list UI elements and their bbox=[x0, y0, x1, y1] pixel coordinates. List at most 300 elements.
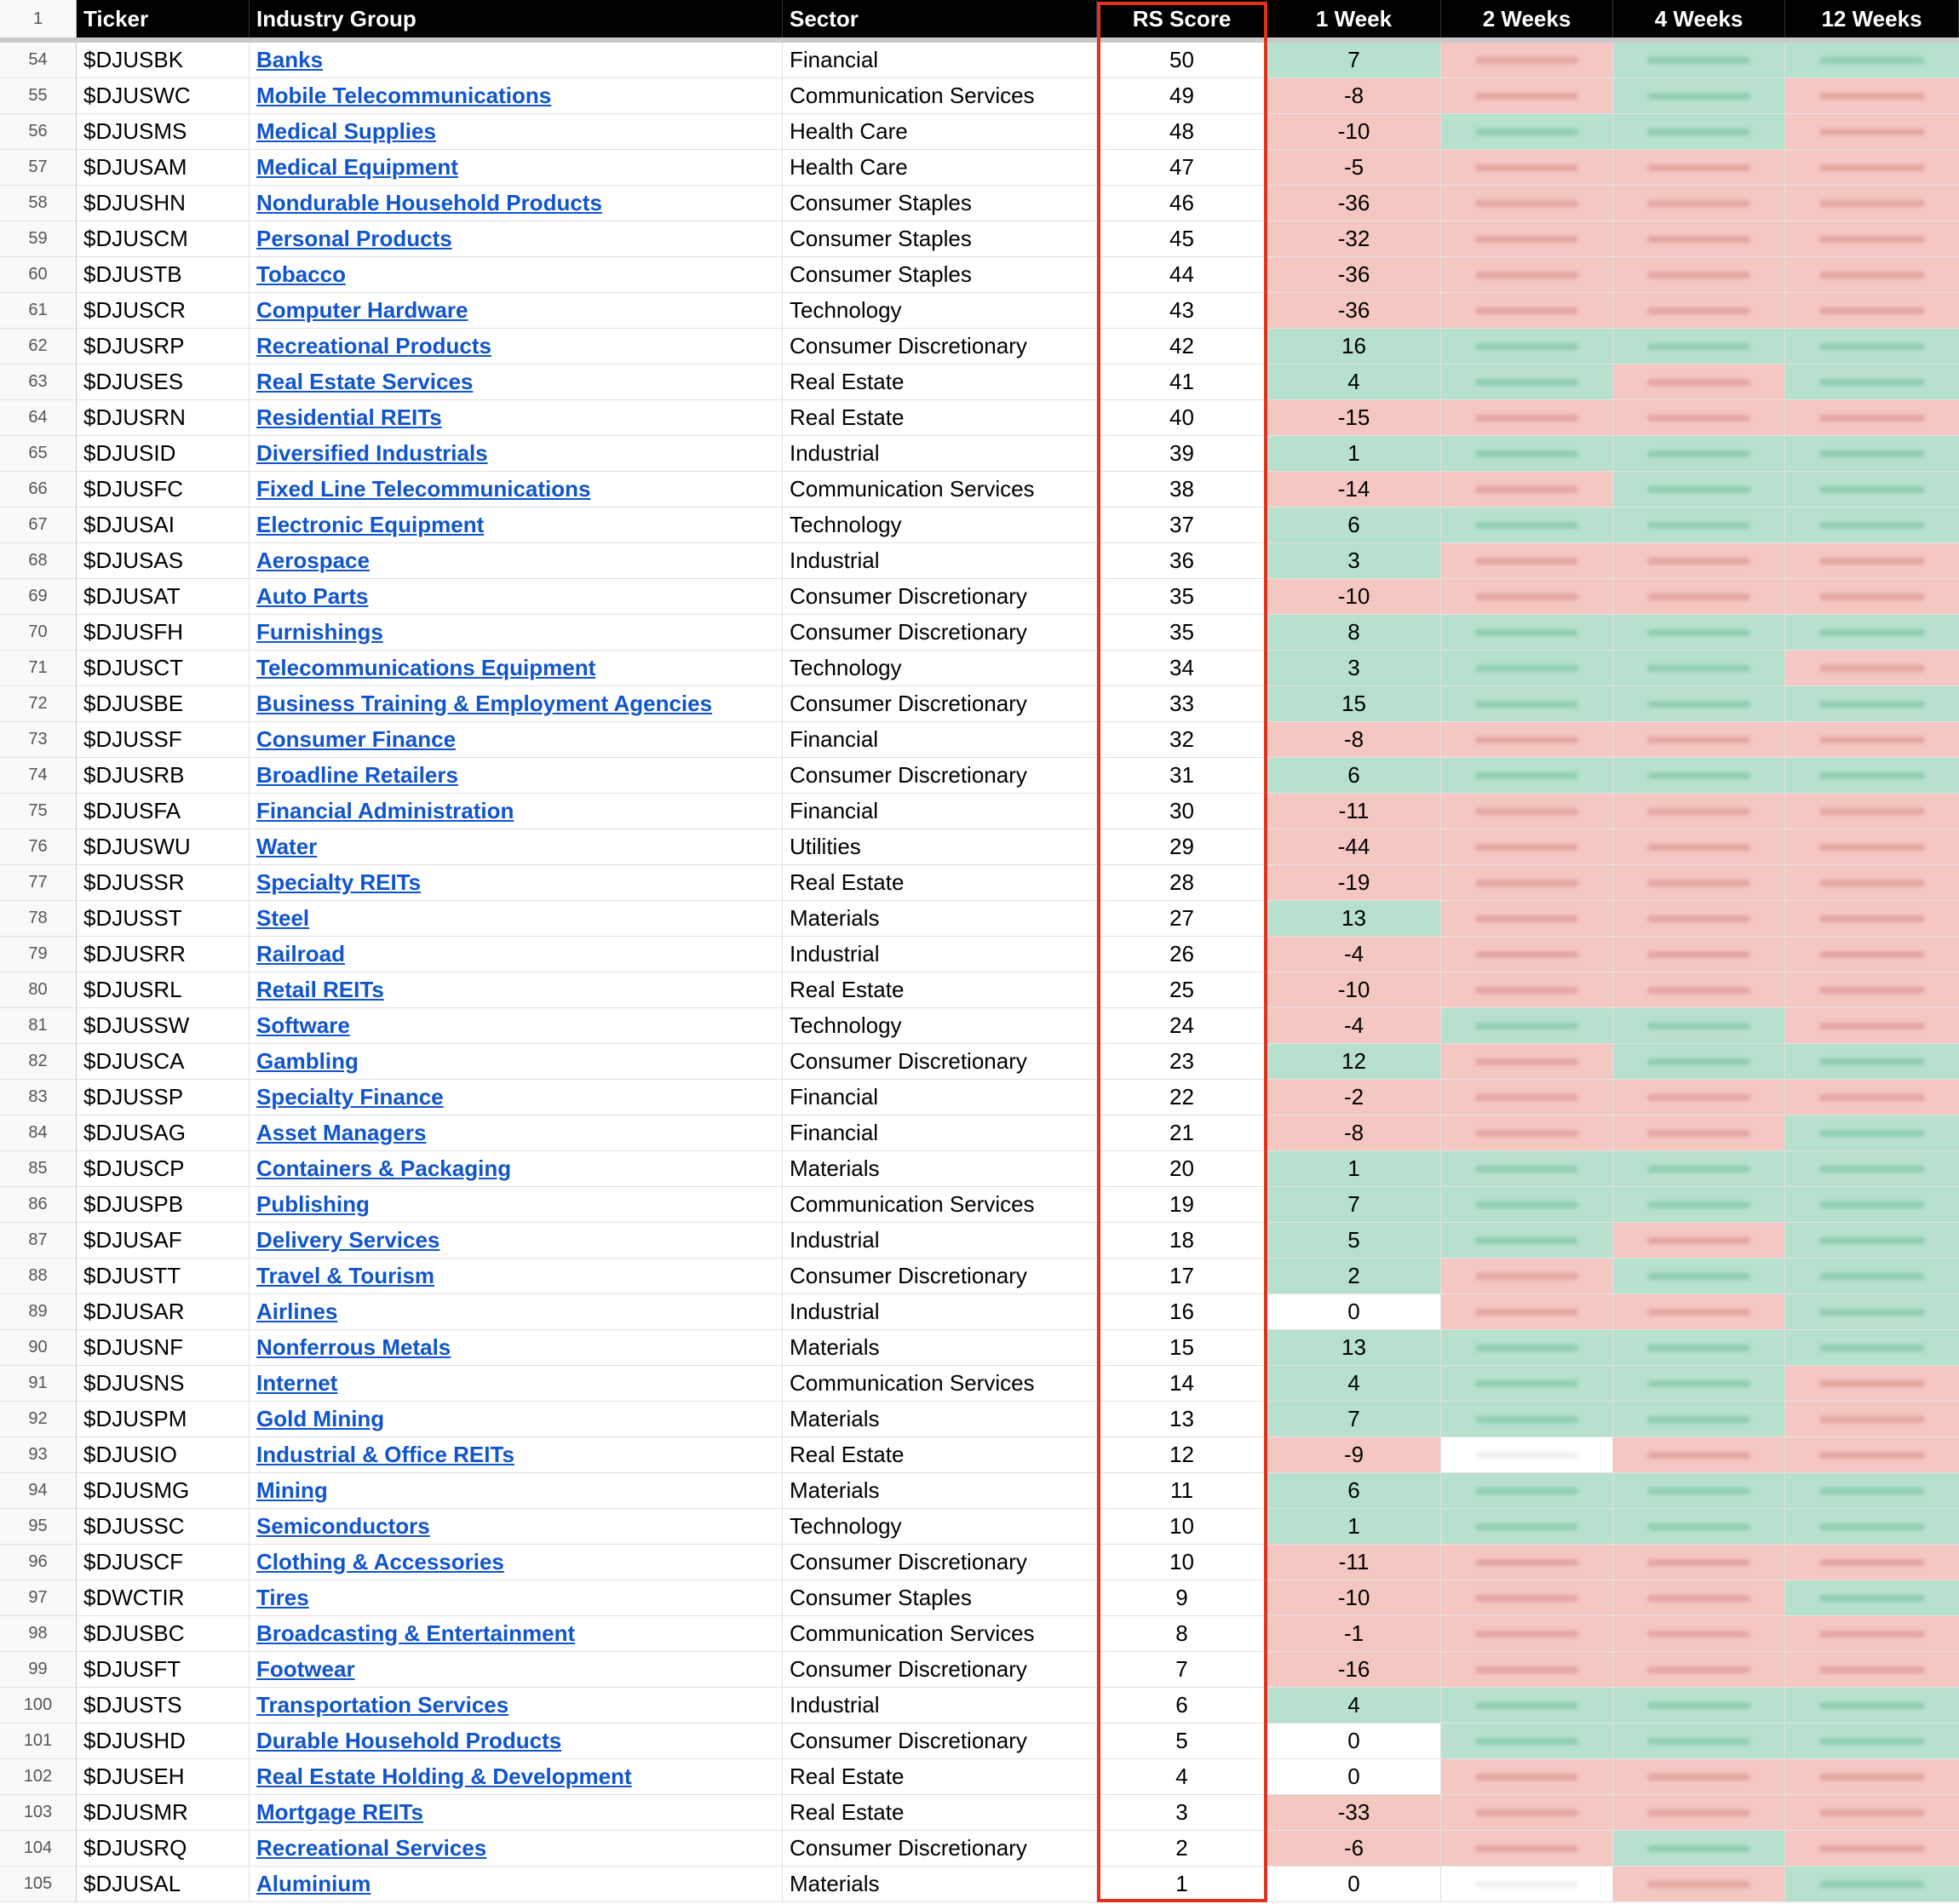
sector-cell[interactable]: Consumer Discretionary bbox=[783, 686, 1097, 722]
rs-score-cell[interactable]: 24 bbox=[1097, 1008, 1267, 1044]
two-weeks-cell[interactable] bbox=[1441, 1580, 1613, 1616]
sector-cell[interactable]: Health Care bbox=[783, 150, 1097, 186]
row-number[interactable]: 100 bbox=[0, 1688, 77, 1723]
four-weeks-cell[interactable] bbox=[1613, 1294, 1785, 1330]
one-week-cell[interactable]: 12 bbox=[1267, 1044, 1441, 1080]
industry-group-link[interactable]: Residential REITs bbox=[256, 404, 442, 430]
four-weeks-cell[interactable] bbox=[1613, 1759, 1785, 1795]
industry-group-link[interactable]: Real Estate Services bbox=[256, 369, 474, 394]
ticker-cell[interactable]: $DWCTIR bbox=[77, 1580, 250, 1616]
sector-cell[interactable]: Health Care bbox=[783, 114, 1097, 150]
industry-group-cell[interactable] bbox=[250, 257, 783, 293]
two-weeks-cell[interactable] bbox=[1441, 758, 1613, 794]
one-week-cell[interactable]: -36 bbox=[1267, 257, 1441, 293]
sector-cell[interactable]: Technology bbox=[783, 651, 1097, 686]
two-weeks-cell[interactable] bbox=[1441, 43, 1613, 78]
row-number[interactable]: 77 bbox=[0, 865, 77, 901]
twelve-weeks-cell[interactable] bbox=[1785, 1187, 1959, 1223]
rs-score-cell[interactable]: 45 bbox=[1097, 221, 1267, 257]
industry-group-cell[interactable] bbox=[250, 1509, 783, 1545]
industry-group-link[interactable]: Banks bbox=[256, 47, 324, 72]
col-header-1-week[interactable]: 1 Week bbox=[1267, 0, 1441, 37]
row-number[interactable]: 80 bbox=[0, 972, 77, 1008]
industry-group-link[interactable]: Water bbox=[256, 834, 318, 859]
four-weeks-cell[interactable] bbox=[1613, 1080, 1785, 1115]
ticker-cell[interactable]: $DJUSFT bbox=[77, 1652, 250, 1688]
two-weeks-cell[interactable] bbox=[1441, 1044, 1613, 1080]
industry-group-cell[interactable] bbox=[250, 758, 783, 794]
ticker-cell[interactable]: $DJUSRN bbox=[77, 400, 250, 436]
four-weeks-cell[interactable] bbox=[1613, 543, 1785, 579]
industry-group-cell[interactable] bbox=[250, 1580, 783, 1616]
rs-score-cell[interactable]: 35 bbox=[1097, 579, 1267, 615]
one-week-cell[interactable]: -4 bbox=[1267, 1008, 1441, 1044]
ticker-cell[interactable]: $DJUSCA bbox=[77, 1044, 250, 1080]
twelve-weeks-cell[interactable] bbox=[1785, 1688, 1959, 1723]
ticker-cell[interactable]: $DJUSNS bbox=[77, 1366, 250, 1402]
rs-score-cell[interactable]: 14 bbox=[1097, 1366, 1267, 1402]
ticker-cell[interactable]: $DJUSCP bbox=[77, 1151, 250, 1187]
col-header-4-weeks[interactable]: 4 Weeks bbox=[1613, 0, 1785, 37]
ticker-cell[interactable]: $DJUSID bbox=[77, 436, 250, 472]
sector-cell[interactable]: Materials bbox=[783, 1330, 1097, 1366]
ticker-cell[interactable]: $DJUSTS bbox=[77, 1688, 250, 1723]
industry-group-cell[interactable] bbox=[250, 1437, 783, 1473]
two-weeks-cell[interactable] bbox=[1441, 221, 1613, 257]
rs-score-cell[interactable]: 26 bbox=[1097, 937, 1267, 972]
rs-score-cell[interactable]: 44 bbox=[1097, 257, 1267, 293]
one-week-cell[interactable]: -10 bbox=[1267, 1580, 1441, 1616]
two-weeks-cell[interactable] bbox=[1441, 651, 1613, 686]
row-number[interactable]: 93 bbox=[0, 1437, 77, 1473]
sector-cell[interactable]: Real Estate bbox=[783, 1795, 1097, 1831]
rs-score-cell[interactable]: 10 bbox=[1097, 1509, 1267, 1545]
sector-cell[interactable]: Technology bbox=[783, 1509, 1097, 1545]
rs-score-cell[interactable]: 19 bbox=[1097, 1187, 1267, 1223]
two-weeks-cell[interactable] bbox=[1441, 972, 1613, 1008]
ticker-cell[interactable]: $DJUSCR bbox=[77, 293, 250, 329]
rs-score-cell[interactable]: 43 bbox=[1097, 293, 1267, 329]
four-weeks-cell[interactable] bbox=[1613, 400, 1785, 436]
rs-score-cell[interactable]: 4 bbox=[1097, 1759, 1267, 1795]
row-number[interactable]: 102 bbox=[0, 1759, 77, 1795]
industry-group-cell[interactable] bbox=[250, 1044, 783, 1080]
row-number[interactable]: 101 bbox=[0, 1723, 77, 1759]
four-weeks-cell[interactable] bbox=[1613, 1437, 1785, 1473]
two-weeks-cell[interactable] bbox=[1441, 400, 1613, 436]
one-week-cell[interactable]: 3 bbox=[1267, 543, 1441, 579]
industry-group-cell[interactable] bbox=[250, 329, 783, 364]
two-weeks-cell[interactable] bbox=[1441, 1223, 1613, 1259]
industry-group-cell[interactable] bbox=[250, 579, 783, 615]
ticker-cell[interactable]: $DJUSAM bbox=[77, 150, 250, 186]
four-weeks-cell[interactable] bbox=[1613, 1509, 1785, 1545]
row-number[interactable]: 87 bbox=[0, 1223, 77, 1259]
row-number[interactable]: 103 bbox=[0, 1795, 77, 1831]
four-weeks-cell[interactable] bbox=[1613, 1473, 1785, 1509]
twelve-weeks-cell[interactable] bbox=[1785, 1223, 1959, 1259]
twelve-weeks-cell[interactable] bbox=[1785, 1402, 1959, 1437]
twelve-weeks-cell[interactable] bbox=[1785, 1795, 1959, 1831]
four-weeks-cell[interactable] bbox=[1613, 1867, 1785, 1902]
industry-group-link[interactable]: Tires bbox=[256, 1585, 309, 1610]
one-week-cell[interactable]: 2 bbox=[1267, 1259, 1441, 1294]
one-week-cell[interactable]: 6 bbox=[1267, 508, 1441, 543]
row-number[interactable]: 57 bbox=[0, 150, 77, 186]
twelve-weeks-cell[interactable] bbox=[1785, 43, 1959, 78]
twelve-weeks-cell[interactable] bbox=[1785, 257, 1959, 293]
one-week-cell[interactable]: 3 bbox=[1267, 651, 1441, 686]
one-week-cell[interactable]: 6 bbox=[1267, 758, 1441, 794]
two-weeks-cell[interactable] bbox=[1441, 901, 1613, 937]
industry-group-cell[interactable] bbox=[250, 1259, 783, 1294]
two-weeks-cell[interactable] bbox=[1441, 1688, 1613, 1723]
two-weeks-cell[interactable] bbox=[1441, 257, 1613, 293]
one-week-cell[interactable]: -8 bbox=[1267, 1115, 1441, 1151]
one-week-cell[interactable]: -5 bbox=[1267, 150, 1441, 186]
ticker-cell[interactable]: $DJUSRB bbox=[77, 758, 250, 794]
industry-group-cell[interactable] bbox=[250, 221, 783, 257]
four-weeks-cell[interactable] bbox=[1613, 937, 1785, 972]
rs-score-cell[interactable]: 41 bbox=[1097, 364, 1267, 400]
ticker-cell[interactable]: $DJUSCF bbox=[77, 1545, 250, 1580]
twelve-weeks-cell[interactable] bbox=[1785, 1151, 1959, 1187]
industry-group-cell[interactable] bbox=[250, 1223, 783, 1259]
four-weeks-cell[interactable] bbox=[1613, 293, 1785, 329]
two-weeks-cell[interactable] bbox=[1441, 78, 1613, 114]
one-week-cell[interactable]: 4 bbox=[1267, 364, 1441, 400]
one-week-cell[interactable]: 15 bbox=[1267, 686, 1441, 722]
one-week-cell[interactable]: -1 bbox=[1267, 1616, 1441, 1652]
rs-score-cell[interactable]: 38 bbox=[1097, 472, 1267, 508]
ticker-cell[interactable]: $DJUSCT bbox=[77, 651, 250, 686]
rs-score-cell[interactable]: 20 bbox=[1097, 1151, 1267, 1187]
two-weeks-cell[interactable] bbox=[1441, 865, 1613, 901]
sector-cell[interactable]: Materials bbox=[783, 901, 1097, 937]
rs-score-cell[interactable]: 8 bbox=[1097, 1616, 1267, 1652]
rs-score-cell[interactable]: 13 bbox=[1097, 1402, 1267, 1437]
industry-group-cell[interactable] bbox=[250, 114, 783, 150]
sector-cell[interactable]: Consumer Discretionary bbox=[783, 615, 1097, 651]
industry-group-cell[interactable] bbox=[250, 1330, 783, 1366]
ticker-cell[interactable]: $DJUSAR bbox=[77, 1294, 250, 1330]
rs-score-cell[interactable]: 39 bbox=[1097, 436, 1267, 472]
ticker-cell[interactable]: $DJUSIO bbox=[77, 1437, 250, 1473]
twelve-weeks-cell[interactable] bbox=[1785, 150, 1959, 186]
ticker-cell[interactable]: $DJUSWU bbox=[77, 829, 250, 865]
sector-cell[interactable]: Communication Services bbox=[783, 78, 1097, 114]
industry-group-cell[interactable] bbox=[250, 972, 783, 1008]
ticker-cell[interactable]: $DJUSSR bbox=[77, 865, 250, 901]
industry-group-link[interactable]: Gambling bbox=[256, 1048, 359, 1074]
twelve-weeks-cell[interactable] bbox=[1785, 221, 1959, 257]
industry-group-cell[interactable] bbox=[250, 364, 783, 400]
row-number[interactable]: 98 bbox=[0, 1616, 77, 1652]
industry-group-cell[interactable] bbox=[250, 1294, 783, 1330]
ticker-cell[interactable]: $DJUSAG bbox=[77, 1115, 250, 1151]
industry-group-cell[interactable] bbox=[250, 794, 783, 829]
row-number[interactable]: 83 bbox=[0, 1080, 77, 1115]
sector-cell[interactable]: Materials bbox=[783, 1151, 1097, 1187]
sector-cell[interactable]: Real Estate bbox=[783, 1437, 1097, 1473]
sector-cell[interactable]: Industrial bbox=[783, 543, 1097, 579]
industry-group-cell[interactable] bbox=[250, 186, 783, 221]
rs-score-cell[interactable]: 6 bbox=[1097, 1688, 1267, 1723]
four-weeks-cell[interactable] bbox=[1613, 78, 1785, 114]
industry-group-link[interactable]: Containers & Packaging bbox=[256, 1156, 512, 1181]
sector-cell[interactable]: Consumer Discretionary bbox=[783, 1652, 1097, 1688]
industry-group-link[interactable]: Mortgage REITs bbox=[256, 1799, 423, 1825]
industry-group-link[interactable]: Medical Equipment bbox=[256, 154, 458, 180]
industry-group-cell[interactable] bbox=[250, 1080, 783, 1115]
one-week-cell[interactable]: 6 bbox=[1267, 1473, 1441, 1509]
col-header-sector[interactable]: Sector bbox=[783, 0, 1097, 37]
twelve-weeks-cell[interactable] bbox=[1785, 186, 1959, 221]
sector-cell[interactable]: Materials bbox=[783, 1402, 1097, 1437]
twelve-weeks-cell[interactable] bbox=[1785, 472, 1959, 508]
rs-score-cell[interactable]: 37 bbox=[1097, 508, 1267, 543]
rs-score-cell[interactable]: 49 bbox=[1097, 78, 1267, 114]
sector-cell[interactable]: Materials bbox=[783, 1867, 1097, 1902]
one-week-cell[interactable]: -8 bbox=[1267, 722, 1441, 758]
twelve-weeks-cell[interactable] bbox=[1785, 1294, 1959, 1330]
sector-cell[interactable]: Industrial bbox=[783, 937, 1097, 972]
two-weeks-cell[interactable] bbox=[1441, 1795, 1613, 1831]
sector-cell[interactable]: Consumer Discretionary bbox=[783, 758, 1097, 794]
row-number[interactable]: 90 bbox=[0, 1330, 77, 1366]
row-number[interactable]: 63 bbox=[0, 364, 77, 400]
four-weeks-cell[interactable] bbox=[1613, 1223, 1785, 1259]
ticker-cell[interactable]: $DJUSWC bbox=[77, 78, 250, 114]
row-number[interactable]: 105 bbox=[0, 1867, 77, 1902]
industry-group-link[interactable]: Personal Products bbox=[256, 226, 452, 251]
two-weeks-cell[interactable] bbox=[1441, 186, 1613, 221]
twelve-weeks-cell[interactable] bbox=[1785, 758, 1959, 794]
two-weeks-cell[interactable] bbox=[1441, 1867, 1613, 1902]
four-weeks-cell[interactable] bbox=[1613, 901, 1785, 937]
one-week-cell[interactable]: 5 bbox=[1267, 1223, 1441, 1259]
industry-group-link[interactable]: Recreational Products bbox=[256, 333, 491, 358]
sector-cell[interactable]: Industrial bbox=[783, 1294, 1097, 1330]
ticker-cell[interactable]: $DJUSAS bbox=[77, 543, 250, 579]
ticker-cell[interactable]: $DJUSSP bbox=[77, 1080, 250, 1115]
two-weeks-cell[interactable] bbox=[1441, 1759, 1613, 1795]
sector-cell[interactable]: Consumer Discretionary bbox=[783, 1044, 1097, 1080]
four-weeks-cell[interactable] bbox=[1613, 758, 1785, 794]
industry-group-cell[interactable] bbox=[250, 722, 783, 758]
ticker-cell[interactable]: $DJUSBE bbox=[77, 686, 250, 722]
rs-score-cell[interactable]: 30 bbox=[1097, 794, 1267, 829]
industry-group-cell[interactable] bbox=[250, 150, 783, 186]
row-number[interactable]: 97 bbox=[0, 1580, 77, 1616]
sector-cell[interactable]: Financial bbox=[783, 43, 1097, 78]
four-weeks-cell[interactable] bbox=[1613, 221, 1785, 257]
industry-group-link[interactable]: Electronic Equipment bbox=[256, 512, 485, 537]
one-week-cell[interactable]: 1 bbox=[1267, 1509, 1441, 1545]
industry-group-link[interactable]: Tobacco bbox=[256, 261, 346, 287]
twelve-weeks-cell[interactable] bbox=[1785, 865, 1959, 901]
ticker-cell[interactable]: $DJUSSF bbox=[77, 722, 250, 758]
rs-score-cell[interactable]: 16 bbox=[1097, 1294, 1267, 1330]
four-weeks-cell[interactable] bbox=[1613, 1115, 1785, 1151]
industry-group-cell[interactable] bbox=[250, 901, 783, 937]
sector-cell[interactable]: Consumer Staples bbox=[783, 221, 1097, 257]
twelve-weeks-cell[interactable] bbox=[1785, 1115, 1959, 1151]
one-week-cell[interactable]: 1 bbox=[1267, 436, 1441, 472]
industry-group-link[interactable]: Internet bbox=[256, 1370, 338, 1396]
two-weeks-cell[interactable] bbox=[1441, 436, 1613, 472]
twelve-weeks-cell[interactable] bbox=[1785, 579, 1959, 615]
one-week-cell[interactable]: 1 bbox=[1267, 1151, 1441, 1187]
two-weeks-cell[interactable] bbox=[1441, 1187, 1613, 1223]
two-weeks-cell[interactable] bbox=[1441, 1151, 1613, 1187]
twelve-weeks-cell[interactable] bbox=[1785, 1616, 1959, 1652]
four-weeks-cell[interactable] bbox=[1613, 1688, 1785, 1723]
rs-score-cell[interactable]: 50 bbox=[1097, 43, 1267, 78]
twelve-weeks-cell[interactable] bbox=[1785, 1330, 1959, 1366]
ticker-cell[interactable]: $DJUSPM bbox=[77, 1402, 250, 1437]
row-number[interactable]: 94 bbox=[0, 1473, 77, 1509]
rs-score-cell[interactable]: 21 bbox=[1097, 1115, 1267, 1151]
sector-cell[interactable]: Utilities bbox=[783, 829, 1097, 865]
row-number[interactable]: 86 bbox=[0, 1187, 77, 1223]
row-number[interactable]: 74 bbox=[0, 758, 77, 794]
ticker-cell[interactable]: $DJUSRL bbox=[77, 972, 250, 1008]
twelve-weeks-cell[interactable] bbox=[1785, 364, 1959, 400]
industry-group-cell[interactable] bbox=[250, 1795, 783, 1831]
one-week-cell[interactable]: -33 bbox=[1267, 1795, 1441, 1831]
rs-score-cell[interactable]: 23 bbox=[1097, 1044, 1267, 1080]
twelve-weeks-cell[interactable] bbox=[1785, 794, 1959, 829]
two-weeks-cell[interactable] bbox=[1441, 1080, 1613, 1115]
ticker-cell[interactable]: $DJUSFA bbox=[77, 794, 250, 829]
industry-group-cell[interactable] bbox=[250, 1723, 783, 1759]
two-weeks-cell[interactable] bbox=[1441, 1509, 1613, 1545]
industry-group-link[interactable]: Railroad bbox=[256, 941, 346, 966]
four-weeks-cell[interactable] bbox=[1613, 436, 1785, 472]
ticker-cell[interactable]: $DJUSMR bbox=[77, 1795, 250, 1831]
four-weeks-cell[interactable] bbox=[1613, 1580, 1785, 1616]
row-number[interactable]: 85 bbox=[0, 1151, 77, 1187]
ticker-cell[interactable]: $DJUSAF bbox=[77, 1223, 250, 1259]
sector-cell[interactable]: Industrial bbox=[783, 1688, 1097, 1723]
rs-score-cell[interactable]: 2 bbox=[1097, 1831, 1267, 1867]
one-week-cell[interactable]: 0 bbox=[1267, 1294, 1441, 1330]
four-weeks-cell[interactable] bbox=[1613, 1151, 1785, 1187]
row-number[interactable]: 91 bbox=[0, 1366, 77, 1402]
row-number[interactable]: 82 bbox=[0, 1044, 77, 1080]
industry-group-link[interactable]: Durable Household Products bbox=[256, 1728, 562, 1753]
rs-score-cell[interactable]: 48 bbox=[1097, 114, 1267, 150]
industry-group-link[interactable]: Software bbox=[256, 1012, 350, 1038]
four-weeks-cell[interactable] bbox=[1613, 1044, 1785, 1080]
industry-group-cell[interactable] bbox=[250, 293, 783, 329]
twelve-weeks-cell[interactable] bbox=[1785, 508, 1959, 543]
one-week-cell[interactable]: -2 bbox=[1267, 1080, 1441, 1115]
ticker-cell[interactable]: $DJUSAI bbox=[77, 508, 250, 543]
rs-score-cell[interactable]: 46 bbox=[1097, 186, 1267, 221]
industry-group-link[interactable]: Gold Mining bbox=[256, 1406, 385, 1431]
one-week-cell[interactable]: 16 bbox=[1267, 329, 1441, 364]
twelve-weeks-cell[interactable] bbox=[1785, 400, 1959, 436]
industry-group-link[interactable]: Mining bbox=[256, 1477, 328, 1503]
rs-score-cell[interactable]: 36 bbox=[1097, 543, 1267, 579]
one-week-cell[interactable]: -10 bbox=[1267, 114, 1441, 150]
one-week-cell[interactable]: -36 bbox=[1267, 293, 1441, 329]
two-weeks-cell[interactable] bbox=[1441, 1831, 1613, 1867]
col-header-ticker[interactable]: Ticker bbox=[77, 0, 250, 37]
one-week-cell[interactable]: 7 bbox=[1267, 1402, 1441, 1437]
industry-group-link[interactable]: Auto Parts bbox=[256, 583, 369, 609]
twelve-weeks-cell[interactable] bbox=[1785, 1580, 1959, 1616]
one-week-cell[interactable]: 7 bbox=[1267, 1187, 1441, 1223]
ticker-cell[interactable]: $DJUSRR bbox=[77, 937, 250, 972]
row-number[interactable]: 62 bbox=[0, 329, 77, 364]
industry-group-link[interactable]: Consumer Finance bbox=[256, 726, 457, 752]
two-weeks-cell[interactable] bbox=[1441, 615, 1613, 651]
one-week-cell[interactable]: -15 bbox=[1267, 400, 1441, 436]
two-weeks-cell[interactable] bbox=[1441, 1330, 1613, 1366]
one-week-cell[interactable]: -6 bbox=[1267, 1831, 1441, 1867]
two-weeks-cell[interactable] bbox=[1441, 1294, 1613, 1330]
sector-cell[interactable]: Consumer Discretionary bbox=[783, 1723, 1097, 1759]
industry-group-link[interactable]: Specialty REITs bbox=[256, 869, 422, 895]
two-weeks-cell[interactable] bbox=[1441, 114, 1613, 150]
four-weeks-cell[interactable] bbox=[1613, 686, 1785, 722]
ticker-cell[interactable]: $DJUSHN bbox=[77, 186, 250, 221]
industry-group-cell[interactable] bbox=[250, 1688, 783, 1723]
industry-group-cell[interactable] bbox=[250, 508, 783, 543]
industry-group-link[interactable]: Fixed Line Telecommunications bbox=[256, 476, 591, 502]
row-number[interactable]: 92 bbox=[0, 1402, 77, 1437]
two-weeks-cell[interactable] bbox=[1441, 1723, 1613, 1759]
industry-group-link[interactable]: Aerospace bbox=[256, 548, 370, 573]
row-number[interactable]: 68 bbox=[0, 543, 77, 579]
ticker-cell[interactable]: $DJUSFC bbox=[77, 472, 250, 508]
two-weeks-cell[interactable] bbox=[1441, 1115, 1613, 1151]
rs-score-cell[interactable]: 33 bbox=[1097, 686, 1267, 722]
two-weeks-cell[interactable] bbox=[1441, 543, 1613, 579]
twelve-weeks-cell[interactable] bbox=[1785, 1080, 1959, 1115]
industry-group-link[interactable]: Medical Supplies bbox=[256, 118, 436, 144]
one-week-cell[interactable]: -8 bbox=[1267, 78, 1441, 114]
row-number[interactable]: 67 bbox=[0, 508, 77, 543]
two-weeks-cell[interactable] bbox=[1441, 1437, 1613, 1473]
sector-cell[interactable]: Real Estate bbox=[783, 364, 1097, 400]
rs-score-cell[interactable]: 40 bbox=[1097, 400, 1267, 436]
industry-group-link[interactable]: Nondurable Household Products bbox=[256, 190, 602, 215]
industry-group-cell[interactable] bbox=[250, 865, 783, 901]
row-number[interactable]: 73 bbox=[0, 722, 77, 758]
four-weeks-cell[interactable] bbox=[1613, 1008, 1785, 1044]
rs-score-cell[interactable]: 34 bbox=[1097, 651, 1267, 686]
industry-group-cell[interactable] bbox=[250, 78, 783, 114]
industry-group-cell[interactable] bbox=[250, 43, 783, 78]
twelve-weeks-cell[interactable] bbox=[1785, 543, 1959, 579]
one-week-cell[interactable]: 7 bbox=[1267, 43, 1441, 78]
two-weeks-cell[interactable] bbox=[1441, 1366, 1613, 1402]
twelve-weeks-cell[interactable] bbox=[1785, 1759, 1959, 1795]
row-number[interactable]: 1 bbox=[0, 0, 77, 37]
twelve-weeks-cell[interactable] bbox=[1785, 1831, 1959, 1867]
ticker-cell[interactable]: $DJUSBK bbox=[77, 43, 250, 78]
industry-group-link[interactable]: Airlines bbox=[256, 1299, 338, 1324]
four-weeks-cell[interactable] bbox=[1613, 1259, 1785, 1294]
industry-group-cell[interactable] bbox=[250, 543, 783, 579]
ticker-cell[interactable]: $DJUSEH bbox=[77, 1759, 250, 1795]
two-weeks-cell[interactable] bbox=[1441, 329, 1613, 364]
four-weeks-cell[interactable] bbox=[1613, 186, 1785, 221]
